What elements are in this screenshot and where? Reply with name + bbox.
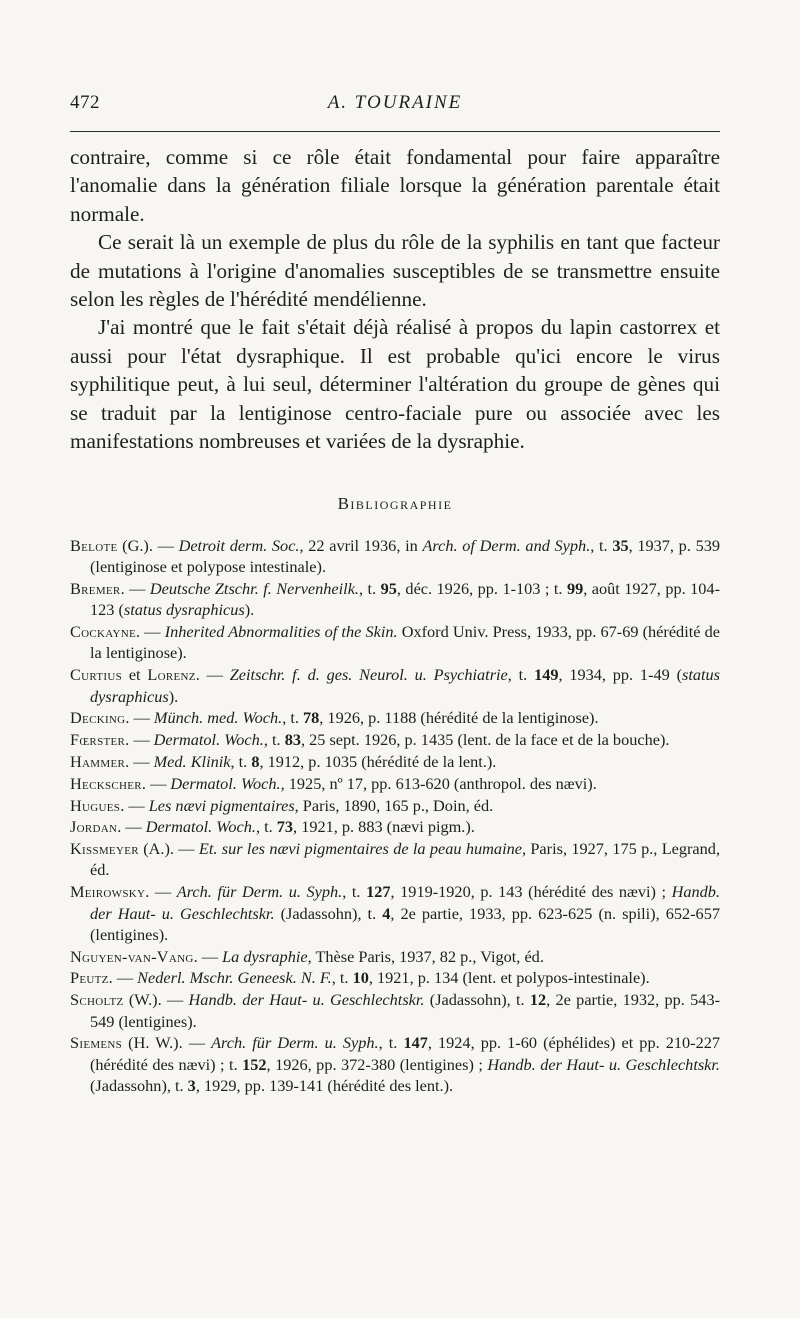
entry-volume: 95	[380, 579, 397, 599]
entry-author-sep: (G.). —	[117, 536, 179, 555]
entry-title: Dermatol. Woch.	[145, 817, 256, 837]
entry-text: ).	[168, 686, 179, 706]
bibliography-entry	[70, 621, 720, 664]
entry-volume: 10	[352, 968, 369, 988]
entry-text: , 1925, nº 17, pp. 613-620 (anthropol. des nævi).	[280, 773, 597, 793]
entry-text: , 1929, pp. 139-141 (hérédité des lent.).	[195, 1075, 454, 1095]
entry-author: Siemens	[70, 1033, 123, 1053]
entry-author-sep: . —	[108, 968, 138, 988]
bibliography-entry	[70, 664, 720, 707]
entry-title: Handb. der Haut- u. Geschlechtskr.	[487, 1054, 721, 1074]
entry-author-sep: (W.). —	[123, 990, 189, 1010]
entry-text: , 1921, p. 134 (lent. et polypos-intestinale).	[368, 968, 650, 988]
entry-title: Münch. med. Woch.	[153, 708, 283, 728]
entry-text: , 1934, pp. 1-49 (	[558, 665, 682, 685]
entry-text: , 1919-1920, p. 143 (hérédité des nævi) ;	[390, 882, 672, 902]
entry-volume: 12	[529, 990, 547, 1010]
entry-text: , 1912, p. 1035 (hérédité de la lent.).	[259, 751, 497, 771]
entry-author-sep: . —	[145, 882, 177, 902]
entry-author: Hugues	[70, 795, 121, 815]
entry-text: , 25 sept. 1926, p. 1435 (lent. de la face et de la bouche).	[300, 730, 670, 750]
entry-title: Dermatol. Woch.	[153, 730, 264, 750]
entry-text: , Thèse Paris, 1937, 82 p., Vigot, éd.	[307, 946, 544, 966]
entry-text: , 1926, p. 1188 (hérédité de la lentiginose).	[319, 708, 599, 728]
bibliography-entry	[70, 707, 720, 728]
entry-text: , Paris, 1927, 175 p., Legrand, éd.	[90, 839, 721, 880]
entry-title: Nederl. Mschr. Geneesk. N. F.	[137, 968, 332, 988]
entry-volume: 83	[284, 730, 301, 750]
bibliography-entry	[70, 816, 720, 837]
entry-author: Bremer	[70, 579, 121, 599]
entry-title: Med. Klinik	[153, 751, 231, 771]
entry-title: status dysraphicus	[90, 665, 721, 706]
entry-author: Fœrster	[70, 730, 126, 750]
entry-text: , 1926, pp. 372-380 (lentigines) ;	[266, 1054, 488, 1074]
bibliography-entry	[70, 838, 720, 881]
entry-volume: 8	[251, 751, 260, 771]
entry-volume: 149	[534, 665, 559, 685]
body-text	[70, 143, 720, 455]
entry-title: Les nævi pigmentaires	[148, 795, 295, 815]
bibliography-entry	[70, 989, 720, 1032]
entry-author-sep: . —	[193, 946, 223, 966]
entry-author: Jordan	[70, 817, 118, 837]
entry-volume: 99	[566, 579, 584, 599]
paragraph: contraire, comme si ce rôle était fondamental pour faire apparaître l'anomalie dans la génération filiale lorsque la génération parentale était normale.	[70, 145, 720, 226]
entry-title: Arch. of Derm. and Syph.	[422, 536, 591, 555]
entry-author-sep: . —	[125, 730, 154, 750]
header-rule	[70, 131, 720, 132]
bibliography-entry	[70, 946, 720, 967]
entry-text: , t.	[378, 1033, 404, 1053]
entry-text: , 2e partie, 1933, pp. 623-625 (n. spili), 652-657 (lentigines).	[90, 903, 720, 944]
entry-text: , déc. 1926, pp. 1-103 ; t.	[396, 579, 567, 599]
entry-text: , t.	[255, 817, 277, 837]
entry-author: Nguyen-van-Vang	[70, 946, 194, 966]
bibliography-entry	[70, 578, 720, 621]
entry-text: Oxford Univ. Press, 1933, pp. 67-69 (hérédité de la lentiginose).	[90, 622, 720, 663]
entry-author-sep: . —	[136, 622, 165, 642]
entry-title: Deutsche Ztschr. f. Nervenheilk.	[149, 579, 360, 599]
entry-title: Detroit derm. Soc.	[178, 536, 300, 555]
entry-text: , Paris, 1890, 165 p., Doin, éd.	[294, 795, 494, 815]
entry-text: , 2e partie, 1932, pp. 543-549 (lentigines).	[90, 990, 721, 1031]
entry-text: , 1937, p. 539 (lentiginose et polypose intestinale).	[90, 536, 720, 577]
entry-author: Belote	[70, 536, 118, 555]
entry-author: Curtius	[70, 665, 123, 685]
bibliography-entry	[70, 795, 720, 816]
paragraph: Ce serait là un exemple de plus du rôle de la syphilis en tant que facteur de mutations à l'origine d'anomalies susceptibles de se transmettre ensuite selon les règles de l'hérédité mendélienne.	[70, 230, 720, 312]
entry-volume: 4	[382, 903, 391, 923]
entry-author-sep: . —	[195, 665, 230, 685]
entry-title: Et. sur les nævi pigmentaires de la peau humaine	[198, 839, 522, 859]
entry-author-sep: . —	[125, 751, 154, 771]
entry-text: , 1921, p. 883 (nævi pigm.).	[293, 817, 475, 837]
entry-volume: 78	[303, 708, 320, 728]
entry-text: , t.	[282, 708, 303, 728]
entry-title: status dysraphicus	[123, 600, 245, 620]
running-head: A. TOURAINE	[327, 92, 463, 113]
entry-author-sep: et	[122, 665, 148, 685]
page-header	[70, 92, 720, 122]
entry-text: , t.	[359, 579, 381, 599]
entry-text: , août 1927, pp. 104-123 (	[90, 579, 720, 620]
entry-volume: 127	[366, 882, 391, 902]
paragraph: J'ai montré que le fait s'était déjà réalisé à propos du lapin castorrex et aussi pour l'état dysraphique. Il est probable qu'ici encore le virus syphilitique peut, à lui seul, déterminer l'altération du groupe de gènes qui se traduit par la lentiginose centro-faciale pure ou associée avec les manifestations nombreuses et variées de la dysraphie.	[70, 315, 720, 454]
entry-title: Arch. für Derm. u. Syph.	[176, 882, 343, 902]
bibliography-entry	[70, 967, 720, 988]
bibliography-entry	[70, 729, 720, 750]
entry-volume: 73	[276, 817, 294, 837]
entry-title: Arch. für Derm. u. Syph.	[211, 1033, 379, 1053]
entry-text: , t.	[331, 968, 353, 988]
entry-text: (Jadassohn), t.	[424, 990, 530, 1010]
entry-title: Inherited Abnormalities of the Skin.	[164, 622, 398, 642]
bibliography-entry	[70, 1032, 720, 1096]
entry-title: Handb. der Haut- u. Geschlechtskr.	[188, 990, 425, 1010]
entry-volume: 3	[187, 1075, 196, 1095]
entry-text: ).	[244, 600, 255, 620]
bibliography-entry	[70, 535, 720, 578]
bibliography-entry	[70, 773, 720, 794]
bibliography-entry	[70, 881, 720, 945]
entry-volume: 152	[242, 1054, 267, 1074]
entry-author-sep: . —	[125, 708, 154, 728]
entry-title: Handb. der Haut- u. Geschlechtskr.	[90, 882, 721, 923]
entry-title: Zeitschr. f. d. ges. Neurol. u. Psychiatrie	[229, 665, 508, 685]
page-number: 472	[70, 92, 100, 113]
entry-text: , t.	[507, 665, 535, 685]
entry-author-sep: . —	[120, 579, 150, 599]
entry-text: , 22 avril 1936, in	[299, 536, 423, 555]
entry-title: La dysraphie	[222, 946, 308, 966]
bibliography-list	[70, 535, 720, 1097]
entry-text: , 1924, pp. 1-60 (éphélides) et pp. 210-227 (hérédité des nævi) ; t.	[90, 1033, 720, 1074]
entry-author: Kissmeyer	[70, 839, 139, 859]
entry-author: Lorenz	[147, 665, 196, 685]
entry-text: , t.	[263, 730, 285, 750]
entry-author: Heckscher	[70, 773, 142, 793]
entry-title: Dermatol. Woch.	[170, 773, 281, 793]
entry-author-sep: (H. W.). —	[122, 1033, 212, 1053]
entry-author-sep: . —	[120, 795, 149, 815]
entry-author: Hammer	[70, 751, 126, 771]
bibliography-entry	[70, 751, 720, 772]
entry-author-sep: (A.). —	[138, 839, 199, 859]
entry-volume: 35	[612, 536, 629, 555]
entry-author-sep: . —	[117, 817, 146, 837]
entry-author-sep: . —	[141, 773, 171, 793]
entry-author: Cockayne	[70, 622, 137, 642]
entry-author: Scholtz	[70, 990, 124, 1010]
entry-text: (Jadassohn), t.	[274, 903, 383, 923]
section-title: Bibliographie	[337, 494, 453, 513]
entry-text: , t.	[342, 882, 367, 902]
entry-author: Decking	[70, 708, 126, 728]
entry-volume: 147	[403, 1033, 428, 1053]
entry-text: (Jadassohn), t.	[90, 1075, 188, 1095]
entry-text: , t.	[590, 536, 613, 555]
entry-text: , t.	[230, 751, 252, 771]
entry-author: Meirowsky	[70, 882, 146, 902]
entry-author: Peutz	[70, 968, 109, 988]
